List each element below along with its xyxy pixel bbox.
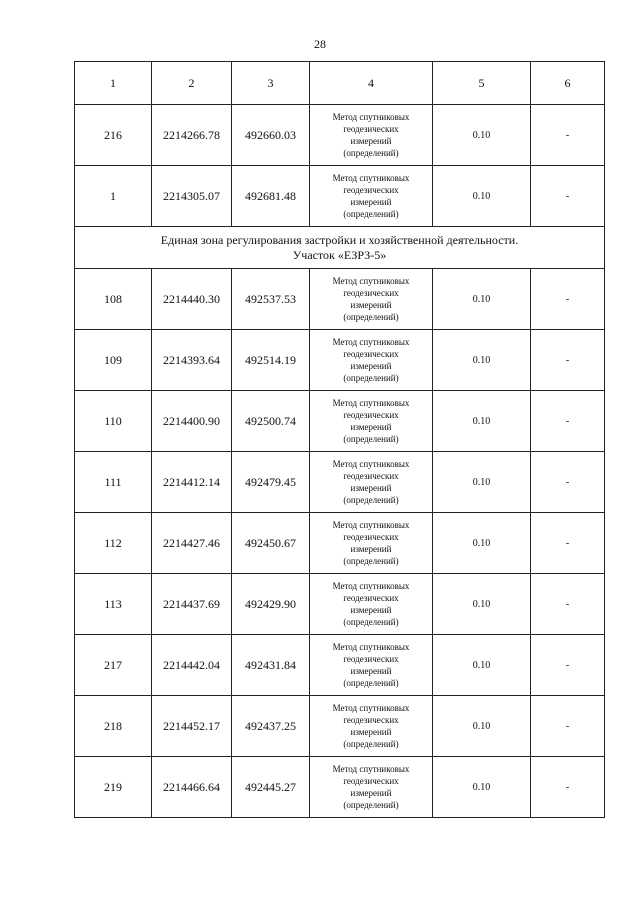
method-line: (определений) bbox=[343, 312, 399, 322]
y-coordinate-cell: 492514.19 bbox=[232, 330, 310, 391]
x-coordinate-cell: 2214412.14 bbox=[152, 452, 232, 513]
y-coordinate-cell: 492479.45 bbox=[232, 452, 310, 513]
accuracy-cell: 0.10 bbox=[433, 696, 531, 757]
header-col-3: 3 bbox=[232, 62, 310, 105]
note-cell: - bbox=[531, 696, 605, 757]
method-line: Метод спутниковых bbox=[332, 703, 410, 713]
table-row bbox=[75, 166, 605, 227]
table-row bbox=[75, 330, 605, 391]
table-row bbox=[75, 105, 605, 166]
method-cell bbox=[310, 391, 433, 452]
header-col-1: 1 bbox=[75, 62, 152, 105]
method-line: геодезических bbox=[343, 654, 399, 664]
x-coordinate-cell: 2214400.90 bbox=[152, 391, 232, 452]
point-cell: 218 bbox=[75, 696, 152, 757]
method-line: (определений) bbox=[343, 434, 399, 444]
table-row bbox=[75, 696, 605, 757]
method-line: Метод спутниковых bbox=[332, 276, 410, 286]
method-line: Метод спутниковых bbox=[332, 581, 410, 591]
method-line: измерений bbox=[350, 197, 392, 207]
zone-heading-text bbox=[161, 233, 518, 263]
note-cell: - bbox=[531, 391, 605, 452]
accuracy-cell: 0.10 bbox=[433, 269, 531, 330]
x-coordinate-cell: 2214305.07 bbox=[152, 166, 232, 227]
accuracy-cell: 0.10 bbox=[433, 452, 531, 513]
x-coordinate-cell: 2214393.64 bbox=[152, 330, 232, 391]
table-row bbox=[75, 635, 605, 696]
method-cell bbox=[310, 452, 433, 513]
method-line: (определений) bbox=[343, 678, 399, 688]
method-cell bbox=[310, 105, 433, 166]
method-cell bbox=[310, 635, 433, 696]
header-col-6: 6 bbox=[531, 62, 605, 105]
y-coordinate-cell: 492445.27 bbox=[232, 757, 310, 818]
point-cell: 113 bbox=[75, 574, 152, 635]
method-cell bbox=[310, 696, 433, 757]
method-line: измерений bbox=[350, 605, 392, 615]
note-cell: - bbox=[531, 269, 605, 330]
note-cell: - bbox=[531, 452, 605, 513]
x-coordinate-cell: 2214442.04 bbox=[152, 635, 232, 696]
header-col-2: 2 bbox=[152, 62, 232, 105]
method-cell bbox=[310, 757, 433, 818]
y-coordinate-cell: 492537.53 bbox=[232, 269, 310, 330]
point-cell: 1 bbox=[75, 166, 152, 227]
method-line: (определений) bbox=[343, 800, 399, 810]
zone-heading-line-2: Участок «ЕЗРЗ-5» bbox=[292, 247, 387, 262]
coordinates-table bbox=[74, 61, 605, 818]
accuracy-cell: 0.10 bbox=[433, 757, 531, 818]
method-line: геодезических bbox=[343, 593, 399, 603]
method-line: геодезических bbox=[343, 288, 399, 298]
accuracy-cell: 0.10 bbox=[433, 635, 531, 696]
zone-heading-row bbox=[75, 227, 605, 269]
note-cell: - bbox=[531, 330, 605, 391]
method-line: измерений bbox=[350, 422, 392, 432]
method-line: Метод спутниковых bbox=[332, 173, 410, 183]
header-col-4: 4 bbox=[310, 62, 433, 105]
method-line: измерений bbox=[350, 300, 392, 310]
method-line: (определений) bbox=[343, 739, 399, 749]
method-cell bbox=[310, 269, 433, 330]
method-line: (определений) bbox=[343, 373, 399, 383]
method-line: геодезических bbox=[343, 349, 399, 359]
table-header-row bbox=[75, 62, 605, 105]
method-line: (определений) bbox=[343, 209, 399, 219]
x-coordinate-cell: 2214437.69 bbox=[152, 574, 232, 635]
point-cell: 217 bbox=[75, 635, 152, 696]
x-coordinate-cell: 2214452.17 bbox=[152, 696, 232, 757]
zone-heading bbox=[75, 227, 605, 269]
method-line: (определений) bbox=[343, 495, 399, 505]
table-row bbox=[75, 269, 605, 330]
page-number: 28 bbox=[314, 37, 326, 51]
method-line: Метод спутниковых bbox=[332, 337, 410, 347]
table-row bbox=[75, 574, 605, 635]
table-row bbox=[75, 391, 605, 452]
method-line: измерений bbox=[350, 136, 392, 146]
method-line: Метод спутниковых bbox=[332, 398, 410, 408]
x-coordinate-cell: 2214466.64 bbox=[152, 757, 232, 818]
accuracy-cell: 0.10 bbox=[433, 105, 531, 166]
method-line: геодезических bbox=[343, 776, 399, 786]
point-cell: 109 bbox=[75, 330, 152, 391]
method-line: геодезических bbox=[343, 715, 399, 725]
method-line: геодезических bbox=[343, 124, 399, 134]
table-row bbox=[75, 452, 605, 513]
point-cell: 216 bbox=[75, 105, 152, 166]
note-cell: - bbox=[531, 513, 605, 574]
method-line: (определений) bbox=[343, 617, 399, 627]
header-col-5: 5 bbox=[433, 62, 531, 105]
method-cell bbox=[310, 574, 433, 635]
method-line: Метод спутниковых bbox=[332, 520, 410, 530]
accuracy-cell: 0.10 bbox=[433, 166, 531, 227]
y-coordinate-cell: 492681.48 bbox=[232, 166, 310, 227]
point-cell: 219 bbox=[75, 757, 152, 818]
method-line: (определений) bbox=[343, 556, 399, 566]
method-cell bbox=[310, 166, 433, 227]
method-line: измерений bbox=[350, 361, 392, 371]
accuracy-cell: 0.10 bbox=[433, 391, 531, 452]
accuracy-cell: 0.10 bbox=[433, 513, 531, 574]
y-coordinate-cell: 492429.90 bbox=[232, 574, 310, 635]
method-line: (определений) bbox=[343, 148, 399, 158]
y-coordinate-cell: 492450.67 bbox=[232, 513, 310, 574]
y-coordinate-cell: 492431.84 bbox=[232, 635, 310, 696]
method-line: геодезических bbox=[343, 185, 399, 195]
note-cell: - bbox=[531, 574, 605, 635]
method-line: измерений bbox=[350, 727, 392, 737]
x-coordinate-cell: 2214266.78 bbox=[152, 105, 232, 166]
point-cell: 111 bbox=[75, 452, 152, 513]
accuracy-cell: 0.10 bbox=[433, 330, 531, 391]
method-line: измерений bbox=[350, 788, 392, 798]
accuracy-cell: 0.10 bbox=[433, 574, 531, 635]
method-line: геодезических bbox=[343, 532, 399, 542]
note-cell: - bbox=[531, 757, 605, 818]
method-line: Метод спутниковых bbox=[332, 642, 410, 652]
table-row bbox=[75, 513, 605, 574]
method-line: Метод спутниковых bbox=[332, 764, 410, 774]
method-cell bbox=[310, 330, 433, 391]
method-line: измерений bbox=[350, 483, 392, 493]
note-cell: - bbox=[531, 635, 605, 696]
method-line: геодезических bbox=[343, 471, 399, 481]
method-line: измерений bbox=[350, 544, 392, 554]
y-coordinate-cell: 492660.03 bbox=[232, 105, 310, 166]
x-coordinate-cell: 2214440.30 bbox=[152, 269, 232, 330]
point-cell: 112 bbox=[75, 513, 152, 574]
y-coordinate-cell: 492437.25 bbox=[232, 696, 310, 757]
method-line: геодезических bbox=[343, 410, 399, 420]
method-cell bbox=[310, 513, 433, 574]
method-line: измерений bbox=[350, 666, 392, 676]
point-cell: 110 bbox=[75, 391, 152, 452]
x-coordinate-cell: 2214427.46 bbox=[152, 513, 232, 574]
note-cell: - bbox=[531, 166, 605, 227]
zone-heading-line-1: Единая зона регулирования застройки и хозяйственной деятельности. bbox=[160, 232, 519, 247]
coordinates-table-body bbox=[75, 62, 605, 818]
table-row bbox=[75, 757, 605, 818]
method-line: Метод спутниковых bbox=[332, 459, 410, 469]
point-cell: 108 bbox=[75, 269, 152, 330]
method-line: Метод спутниковых bbox=[332, 112, 410, 122]
note-cell: - bbox=[531, 105, 605, 166]
y-coordinate-cell: 492500.74 bbox=[232, 391, 310, 452]
